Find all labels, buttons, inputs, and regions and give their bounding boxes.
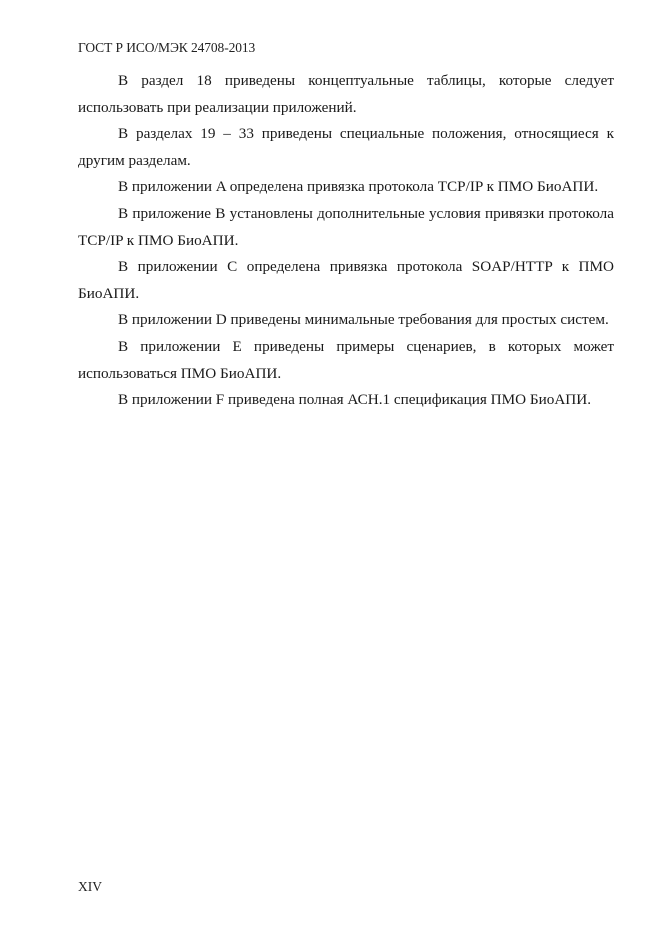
paragraph-annex-e: В приложении E приведены примеры сценариев, в которых может использоваться ПМО БиоАПИ. [78, 337, 614, 382]
page-number: XIV [78, 879, 102, 894]
paragraph-sections-19-33: В разделах 19 – 33 приведены специальные положения, относящиеся к другим разделам. [78, 125, 614, 169]
paragraph-annex-b: В приложение B установлены дополнительные условия привязки протокола TCP/IP к ПМО БиоАПИ. [78, 204, 614, 249]
paragraph-annex-c: В приложении C определена привязка протокола SOAP/HTTP к ПМО БиоАПИ. [78, 258, 614, 302]
page-header-standard-id: ГОСТ Р ИСО/МЭК 24708-2013 [78, 40, 256, 55]
paragraph-section-18: В раздел 18 приведены концептуальные таблицы, которые следует использовать при реализации приложений. [78, 72, 614, 116]
paragraph-annex-d: В приложении D приведены минимальные требования для простых систем. [118, 311, 609, 329]
body-text [78, 68, 614, 414]
paragraph-annex-a: В приложении A определена привязка протокола TCP/IP к ПМО БиоАПИ. [118, 178, 599, 196]
paragraph-annex-f: В приложении F приведена полная АСН.1 спецификация ПМО БиоАПИ. [118, 391, 592, 409]
